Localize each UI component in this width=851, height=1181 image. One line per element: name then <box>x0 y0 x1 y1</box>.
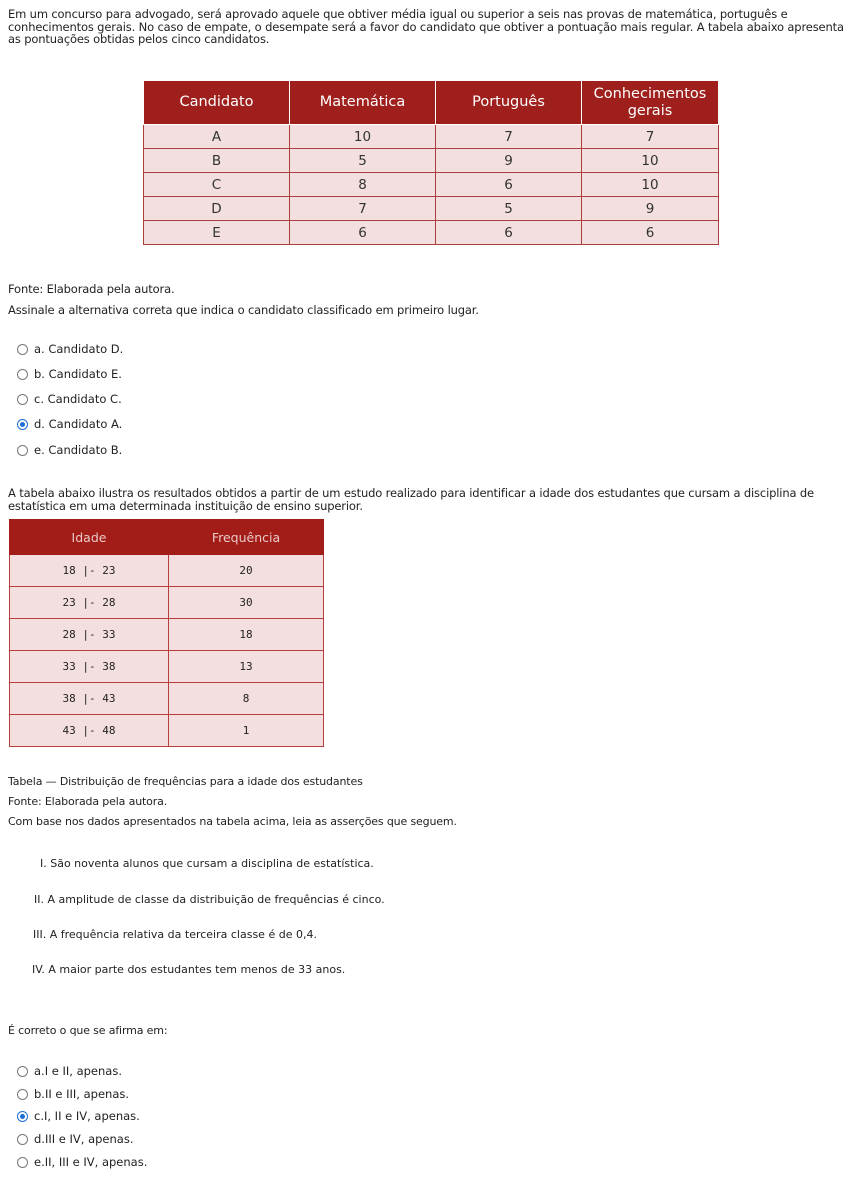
table-cell: 6 <box>582 221 719 245</box>
q2-prompt: É correto o que se afirma em: <box>8 1024 168 1037</box>
table-cell: 23 |- 28 <box>10 587 169 619</box>
table-cell: 28 |- 33 <box>10 619 169 651</box>
col-portugues: Português <box>436 81 582 125</box>
assertion-3: III. A frequência relativa da terceira classe é de 0,4. <box>33 928 317 941</box>
col-conhecimentos-gerais: Conhecimentos gerais <box>582 81 719 125</box>
table-row <box>10 555 324 587</box>
table-row <box>10 651 324 683</box>
table-cell: 10 <box>582 173 719 197</box>
candidates-table <box>143 80 719 245</box>
option-label: e. Candidato B. <box>34 443 123 457</box>
table-row <box>144 197 719 221</box>
q1-option-b[interactable] <box>17 367 122 381</box>
radio-button[interactable] <box>17 1089 28 1100</box>
col-frequencia: Frequência <box>169 520 324 555</box>
table-row <box>10 683 324 715</box>
table-cell: 7 <box>290 197 436 221</box>
table-cell: 9 <box>436 149 582 173</box>
option-label: a. Candidato D. <box>34 342 124 356</box>
age-frequency-table <box>9 519 324 747</box>
q2-option-d[interactable] <box>17 1132 134 1146</box>
option-label: b.II e III, apenas. <box>34 1087 130 1101</box>
table-cell: 6 <box>436 173 582 197</box>
q2-option-b[interactable] <box>17 1087 129 1101</box>
assertion-1: I. São noventa alunos que cursam a disciplina de estatística. <box>40 857 374 870</box>
table-cell: 18 |- 23 <box>10 555 169 587</box>
q1-prompt: Assinale a alternativa correta que indica o candidato classificado em primeiro lugar. <box>8 303 479 317</box>
table-cell: 6 <box>290 221 436 245</box>
table-cell: 8 <box>169 683 324 715</box>
q1-intro: Em um concurso para advogado, será aprovado aquele que obtiver média igual ou superior a seis nas provas de matemática, português e conhecimentos gerais. No caso de empate, o desempate será a favor do candidato que obtiver a pontuação mais regular. A tabela abaixo apresenta as pontuações obtidas pelos cinco candidatos. <box>8 7 844 46</box>
table-header-row <box>10 520 324 555</box>
option-label: c.I, II e IV, apenas. <box>34 1109 140 1123</box>
radio-button[interactable] <box>17 445 28 456</box>
option-label: d. Candidato A. <box>34 417 123 431</box>
option-label: c. Candidato C. <box>34 392 122 406</box>
table-cell: 18 <box>169 619 324 651</box>
table-cell: B <box>144 149 290 173</box>
q2-caption: Tabela — Distribuição de frequências para a idade dos estudantes <box>8 775 363 788</box>
table-cell: A <box>144 125 290 149</box>
table-cell: 33 |- 38 <box>10 651 169 683</box>
table-cell: D <box>144 197 290 221</box>
table-row <box>10 619 324 651</box>
table-cell: 13 <box>169 651 324 683</box>
table-cell: 8 <box>290 173 436 197</box>
table-cell: 7 <box>582 125 719 149</box>
q2-source: Fonte: Elaborada pela autora. <box>8 795 168 808</box>
table-header-row <box>144 81 719 125</box>
table-cell: 7 <box>436 125 582 149</box>
table-cell: 9 <box>582 197 719 221</box>
option-label: a.I e II, apenas. <box>34 1064 122 1078</box>
table-row <box>10 715 324 747</box>
radio-button[interactable] <box>17 369 28 380</box>
radio-button[interactable] <box>17 344 28 355</box>
col-candidato: Candidato <box>144 81 290 125</box>
q2-intro: A tabela abaixo ilustra os resultados obtidos a partir de um estudo realizado para identificar a idade dos estudantes que cursam a disciplina de estatística em uma determinada instituição de ensino superior. <box>8 486 814 513</box>
table-cell: E <box>144 221 290 245</box>
table-cell: 10 <box>582 149 719 173</box>
assertion-2: II. A amplitude de classe da distribuição de frequências é cinco. <box>34 893 385 906</box>
q1-option-e[interactable] <box>17 443 122 457</box>
option-label: e.II, III e IV, apenas. <box>34 1155 148 1169</box>
table-row <box>144 221 719 245</box>
table-cell: 5 <box>436 197 582 221</box>
q2-option-a[interactable] <box>17 1064 122 1078</box>
table-cell: 6 <box>436 221 582 245</box>
col-idade: Idade <box>10 520 169 555</box>
q2-lead: Com base nos dados apresentados na tabela acima, leia as asserções que seguem. <box>8 815 457 828</box>
radio-button-selected[interactable] <box>17 1111 28 1122</box>
q2-option-c[interactable] <box>17 1109 140 1123</box>
table-row <box>144 125 719 149</box>
table-cell: 30 <box>169 587 324 619</box>
table-row <box>144 173 719 197</box>
table-cell: 10 <box>290 125 436 149</box>
radio-button-selected[interactable] <box>17 419 28 430</box>
table-cell: 20 <box>169 555 324 587</box>
radio-button[interactable] <box>17 394 28 405</box>
table-cell: 43 |- 48 <box>10 715 169 747</box>
option-label: b. Candidato E. <box>34 367 122 381</box>
radio-button[interactable] <box>17 1134 28 1145</box>
table-cell: 1 <box>169 715 324 747</box>
table-cell: C <box>144 173 290 197</box>
assertion-4: IV. A maior parte dos estudantes tem menos de 33 anos. <box>32 963 346 976</box>
q1-source: Fonte: Elaborada pela autora. <box>8 282 175 296</box>
q1-option-d[interactable] <box>17 417 122 431</box>
q1-option-a[interactable] <box>17 342 123 356</box>
col-matematica: Matemática <box>290 81 436 125</box>
q2-option-e[interactable] <box>17 1155 147 1169</box>
option-label: d.III e IV, apenas. <box>34 1132 134 1146</box>
table-row <box>144 149 719 173</box>
q1-option-c[interactable] <box>17 392 122 406</box>
table-cell: 5 <box>290 149 436 173</box>
table-row <box>10 587 324 619</box>
table-cell: 38 |- 43 <box>10 683 169 715</box>
radio-button[interactable] <box>17 1157 28 1168</box>
radio-button[interactable] <box>17 1066 28 1077</box>
